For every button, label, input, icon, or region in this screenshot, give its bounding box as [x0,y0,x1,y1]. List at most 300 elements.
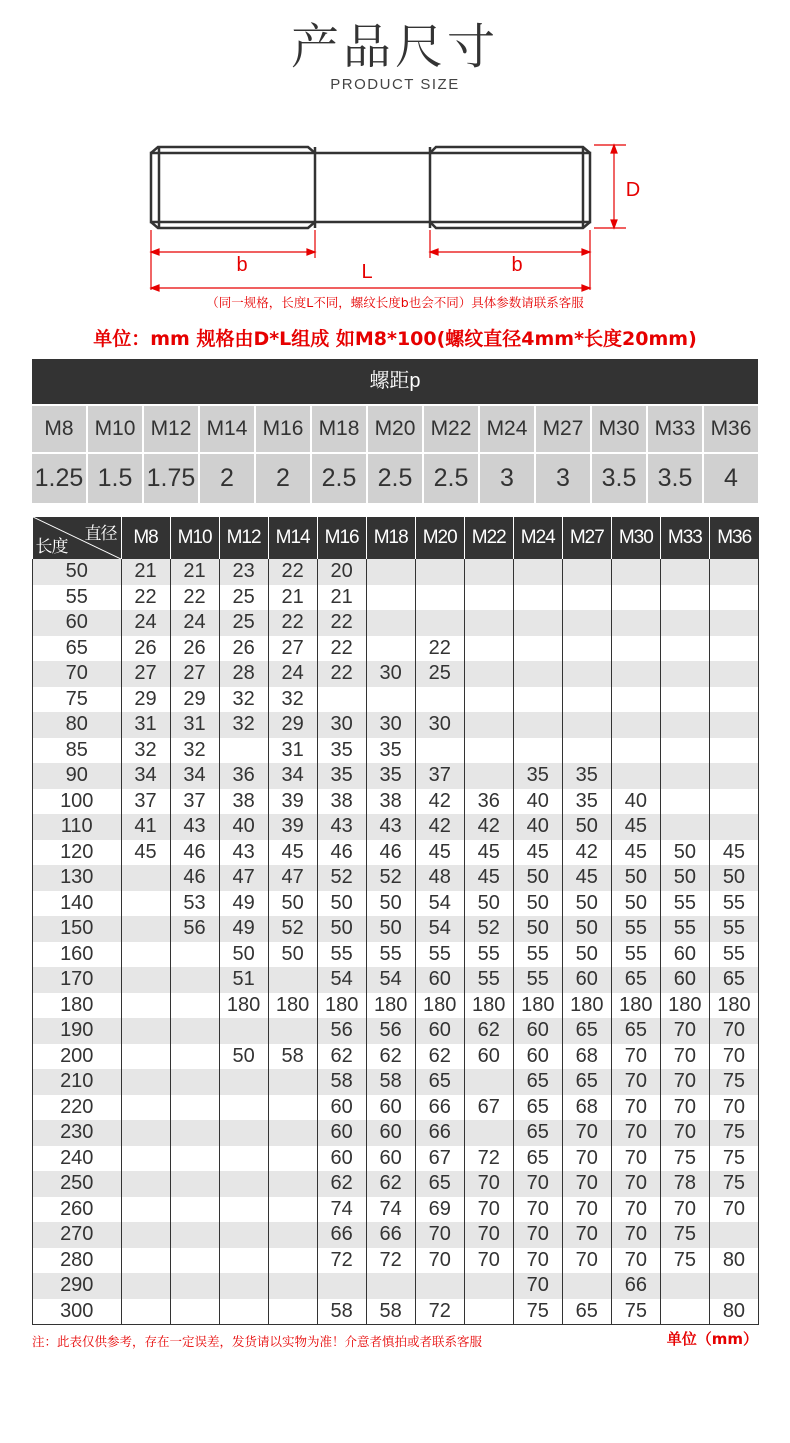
thread-length-cell [464,661,513,687]
pitch-value-cell: 1.25 [32,454,86,503]
thread-length-cell [611,738,660,764]
length-table [32,517,759,1325]
thread-length-cell: 23 [219,559,268,585]
page-title: 产品尺寸 [290,19,499,75]
length-cell: 150 [33,916,122,942]
thread-length-cell [709,610,758,636]
thread-length-cell [660,687,709,713]
length-cell: 160 [33,942,122,968]
thread-length-cell: 65 [513,1146,562,1172]
thread-length-cell [219,1299,268,1325]
thread-length-cell: 39 [268,789,317,815]
thread-length-cell [611,636,660,662]
length-cell: 170 [33,967,122,993]
thread-length-cell: 55 [366,942,415,968]
table-row [33,1248,759,1274]
thread-length-cell: 46 [317,840,366,866]
footer-note: 注：此表仅供参考，存在一定误差，发货请以实物为准！介意者慎拍或者联系客服 [32,1334,483,1349]
length-cell: 280 [33,1248,122,1274]
thread-length-cell: 30 [415,712,464,738]
thread-length-cell [513,610,562,636]
thread-length-cell: 65 [611,1018,660,1044]
thread-length-cell [709,687,758,713]
thread-length-cell: 60 [317,1120,366,1146]
thread-length-cell: 60 [366,1146,415,1172]
thread-length-cell [562,687,611,713]
thread-length-cell [660,559,709,585]
length-cell: 85 [33,738,122,764]
thread-length-cell: 62 [366,1044,415,1070]
thread-length-cell: 58 [268,1044,317,1070]
thread-length-cell [121,1146,170,1172]
corner-header [33,517,122,559]
thread-length-cell: 32 [219,712,268,738]
thread-length-cell [121,942,170,968]
thread-length-cell: 32 [268,687,317,713]
thread-length-cell: 22 [121,585,170,611]
thread-length-cell [219,1146,268,1172]
thread-length-cell: 180 [415,993,464,1019]
column-header: M30 [611,517,660,559]
thread-length-cell [219,1222,268,1248]
pitch-size-cell: M22 [424,406,478,452]
thread-length-cell: 38 [219,789,268,815]
thread-length-cell: 60 [366,1095,415,1121]
thread-length-cell [660,789,709,815]
table-row [33,789,759,815]
thread-length-cell: 70 [611,1171,660,1197]
thread-length-cell: 24 [170,610,219,636]
thread-length-cell [611,559,660,585]
thread-length-cell [366,610,415,636]
thread-length-cell [660,712,709,738]
thread-length-cell [562,1273,611,1299]
table-row [33,763,759,789]
table-row [33,967,759,993]
length-cell: 250 [33,1171,122,1197]
thread-length-cell [709,738,758,764]
thread-length-cell: 35 [562,789,611,815]
thread-length-cell: 50 [513,865,562,891]
thread-length-cell: 50 [219,942,268,968]
table-row [33,585,759,611]
length-cell: 75 [33,687,122,713]
thread-length-cell: 55 [709,891,758,917]
thread-length-cell: 70 [562,1197,611,1223]
thread-length-cell: 70 [709,1095,758,1121]
thread-length-cell: 41 [121,814,170,840]
pitch-table [32,359,758,503]
thread-length-cell: 70 [611,1146,660,1172]
thread-length-cell [513,687,562,713]
thread-length-cell: 180 [513,993,562,1019]
table-row [33,865,759,891]
thread-length-cell: 70 [562,1120,611,1146]
thread-length-cell: 55 [709,916,758,942]
thread-length-cell [268,1171,317,1197]
thread-length-cell [562,661,611,687]
thread-length-cell [709,585,758,611]
thread-length-cell [660,763,709,789]
thread-length-cell: 60 [513,1044,562,1070]
thread-length-cell: 68 [562,1044,611,1070]
thread-length-cell: 22 [415,636,464,662]
thread-length-cell: 50 [562,814,611,840]
thread-length-cell [268,1146,317,1172]
length-cell: 270 [33,1222,122,1248]
thread-length-cell [219,1095,268,1121]
column-header: M36 [709,517,758,559]
thread-length-cell: 70 [611,1095,660,1121]
thread-length-cell: 70 [660,1197,709,1223]
thread-length-cell [366,1273,415,1299]
thread-length-cell: 75 [709,1146,758,1172]
thread-length-cell: 65 [513,1069,562,1095]
thread-length-cell: 45 [464,840,513,866]
pitch-size-cell: M12 [144,406,198,452]
thread-length-cell [219,738,268,764]
dim-label-b-right: b [511,254,523,276]
thread-length-cell: 50 [366,916,415,942]
thread-length-cell [170,1248,219,1274]
thread-length-cell [170,1146,219,1172]
thread-length-cell [317,687,366,713]
thread-length-cell: 45 [562,865,611,891]
thread-length-cell [121,1171,170,1197]
thread-length-cell: 70 [660,1018,709,1044]
thread-length-cell [611,585,660,611]
thread-length-cell [268,1095,317,1121]
thread-length-cell: 72 [317,1248,366,1274]
thread-length-cell: 68 [562,1095,611,1121]
thread-length-cell: 70 [464,1171,513,1197]
thread-length-cell: 45 [611,840,660,866]
table-row [33,1197,759,1223]
table-row [33,1069,759,1095]
thread-length-cell: 35 [513,763,562,789]
thread-length-cell: 69 [415,1197,464,1223]
thread-length-cell [464,687,513,713]
thread-length-cell: 78 [660,1171,709,1197]
thread-length-cell: 37 [121,789,170,815]
thread-length-cell [121,891,170,917]
thread-length-cell [709,661,758,687]
table-row [33,1222,759,1248]
diagram-note: （同一规格，长度L不同，螺纹长度b也会不同）具体参数请联系客服 [206,295,584,310]
thread-length-cell: 55 [709,942,758,968]
thread-length-cell [611,610,660,636]
thread-length-cell: 24 [121,610,170,636]
table-row [33,1018,759,1044]
thread-length-cell [366,636,415,662]
pitch-table-title: 螺距p [32,359,758,404]
thread-length-cell: 50 [513,916,562,942]
thread-length-cell [611,763,660,789]
thread-length-cell: 49 [219,916,268,942]
thread-length-cell: 22 [317,661,366,687]
length-cell: 120 [33,840,122,866]
thread-length-cell: 30 [366,712,415,738]
thread-length-cell: 45 [513,840,562,866]
thread-length-cell: 70 [513,1222,562,1248]
thread-length-cell [121,1120,170,1146]
thread-length-cell [464,738,513,764]
thread-length-cell: 66 [317,1222,366,1248]
thread-length-cell: 50 [660,865,709,891]
thread-length-cell: 65 [415,1171,464,1197]
thread-length-cell [660,661,709,687]
thread-length-cell: 180 [660,993,709,1019]
thread-length-cell: 50 [611,865,660,891]
length-cell: 55 [33,585,122,611]
table-row [33,661,759,687]
length-cell: 60 [33,610,122,636]
thread-length-cell [660,814,709,840]
thread-length-cell: 62 [317,1044,366,1070]
thread-length-cell: 55 [513,967,562,993]
dimension-lines [151,145,626,291]
thread-length-cell: 62 [464,1018,513,1044]
thread-length-cell: 32 [170,738,219,764]
thread-length-cell: 32 [121,738,170,764]
thread-length-cell: 22 [170,585,219,611]
thread-length-cell: 37 [415,763,464,789]
thread-length-cell: 48 [415,865,464,891]
thread-length-cell: 74 [366,1197,415,1223]
column-header: M22 [464,517,513,559]
thread-length-cell: 40 [219,814,268,840]
thread-length-cell [464,1299,513,1325]
thread-length-cell: 70 [660,1120,709,1146]
thread-length-cell: 21 [268,585,317,611]
thread-length-cell: 46 [170,840,219,866]
thread-length-cell [170,1120,219,1146]
thread-length-cell: 180 [219,993,268,1019]
thread-length-cell: 31 [170,712,219,738]
thread-length-cell [709,814,758,840]
thread-length-cell: 55 [660,916,709,942]
thread-length-cell [219,1273,268,1299]
thread-length-cell: 54 [415,891,464,917]
thread-length-cell [464,763,513,789]
thread-length-cell: 60 [317,1146,366,1172]
length-cell: 80 [33,712,122,738]
thread-length-cell: 65 [562,1299,611,1325]
thread-length-cell: 65 [562,1069,611,1095]
thread-length-cell: 42 [464,814,513,840]
table-row [33,687,759,713]
thread-length-cell: 70 [464,1248,513,1274]
thread-length-cell: 45 [464,865,513,891]
thread-length-cell: 50 [611,891,660,917]
thread-length-cell [170,967,219,993]
thread-length-cell [170,1069,219,1095]
length-cell: 190 [33,1018,122,1044]
thread-length-cell: 75 [660,1146,709,1172]
thread-length-cell [660,1299,709,1325]
length-cell: 220 [33,1095,122,1121]
length-cell: 290 [33,1273,122,1299]
thread-length-cell: 62 [366,1171,415,1197]
thread-length-cell: 70 [513,1248,562,1274]
length-cell: 180 [33,993,122,1019]
thread-length-cell [513,712,562,738]
thread-length-cell: 180 [366,993,415,1019]
thread-length-cell: 25 [219,585,268,611]
thread-length-cell: 66 [611,1273,660,1299]
pitch-size-row [32,406,758,452]
table-row [33,891,759,917]
thread-length-cell: 65 [562,1018,611,1044]
thread-length-cell: 180 [611,993,660,1019]
thread-length-cell: 80 [709,1299,758,1325]
thread-length-cell: 180 [268,993,317,1019]
thread-length-cell: 70 [464,1197,513,1223]
thread-length-cell: 65 [513,1120,562,1146]
thread-length-cell: 54 [317,967,366,993]
table-row [33,840,759,866]
table-row [33,1273,759,1299]
thread-length-cell: 50 [317,891,366,917]
thread-length-cell [268,1273,317,1299]
thread-length-cell: 65 [513,1095,562,1121]
pitch-value-cell: 2 [200,454,254,503]
thread-length-cell [121,1248,170,1274]
thread-length-cell [709,763,758,789]
thread-length-cell: 180 [464,993,513,1019]
thread-length-cell [121,916,170,942]
thread-length-cell: 27 [170,661,219,687]
thread-length-cell [268,1069,317,1095]
thread-length-cell: 29 [170,687,219,713]
thread-length-cell: 25 [415,661,464,687]
thread-length-cell [268,1197,317,1223]
thread-length-cell: 58 [317,1069,366,1095]
thread-length-cell: 50 [219,1044,268,1070]
length-cell: 260 [33,1197,122,1223]
thread-length-cell: 50 [562,891,611,917]
footer-unit: 单位（mm） [666,1330,758,1348]
thread-length-cell: 35 [317,738,366,764]
thread-length-cell: 43 [317,814,366,840]
thread-length-cell: 72 [464,1146,513,1172]
thread-length-cell [268,1222,317,1248]
thread-length-cell: 66 [366,1222,415,1248]
thread-length-cell: 50 [709,865,758,891]
dim-label-l: L [361,261,373,283]
thread-length-cell [562,712,611,738]
thread-length-cell: 56 [170,916,219,942]
table-row [33,636,759,662]
thread-length-cell: 21 [170,559,219,585]
length-cell: 210 [33,1069,122,1095]
pitch-value-cell: 2 [256,454,310,503]
thread-length-cell [464,1069,513,1095]
thread-length-cell: 24 [268,661,317,687]
length-cell: 50 [33,559,122,585]
thread-length-cell: 50 [562,916,611,942]
thread-length-cell: 45 [415,840,464,866]
thread-length-cell: 22 [317,610,366,636]
page-subtitle: PRODUCT SIZE [330,76,460,93]
column-header: M16 [317,517,366,559]
thread-length-cell: 70 [709,1197,758,1223]
thread-length-cell [562,738,611,764]
thread-length-cell [121,865,170,891]
thread-length-cell [317,1273,366,1299]
thread-length-cell: 60 [415,967,464,993]
thread-length-cell: 70 [611,1248,660,1274]
thread-length-cell [170,942,219,968]
thread-length-cell [562,585,611,611]
thread-length-cell [268,1299,317,1325]
thread-length-cell: 70 [611,1120,660,1146]
pitch-value-cell: 4 [704,454,758,503]
thread-length-cell: 70 [513,1273,562,1299]
thread-length-cell: 52 [268,916,317,942]
thread-length-cell [415,738,464,764]
thread-length-cell: 70 [660,1069,709,1095]
thread-length-cell [366,559,415,585]
table-row [33,1044,759,1070]
pitch-value-cell: 3 [480,454,534,503]
thread-length-cell: 30 [366,661,415,687]
thread-length-cell: 55 [660,891,709,917]
thread-length-cell: 75 [660,1248,709,1274]
column-header: M10 [170,517,219,559]
thread-length-cell: 65 [611,967,660,993]
thread-length-cell: 56 [366,1018,415,1044]
table-row [33,1146,759,1172]
length-table-header [33,517,759,559]
thread-length-cell [366,687,415,713]
stud-bolt-diagram [0,130,790,295]
thread-length-cell: 70 [513,1197,562,1223]
column-header: M8 [121,517,170,559]
thread-length-cell: 40 [513,789,562,815]
pitch-size-cell: M10 [88,406,142,452]
length-cell: 140 [33,891,122,917]
length-cell: 100 [33,789,122,815]
length-cell: 65 [33,636,122,662]
thread-length-cell [219,1120,268,1146]
thread-length-cell [170,1197,219,1223]
pitch-value-row [32,454,758,503]
pitch-size-cell: M18 [312,406,366,452]
thread-length-cell [660,738,709,764]
thread-length-cell [415,687,464,713]
thread-length-cell: 47 [268,865,317,891]
thread-length-cell: 60 [464,1044,513,1070]
thread-length-cell [268,1248,317,1274]
thread-length-cell: 55 [317,942,366,968]
thread-length-cell: 26 [219,636,268,662]
thread-length-cell: 34 [170,763,219,789]
thread-length-cell: 40 [611,789,660,815]
thread-length-cell: 60 [415,1018,464,1044]
thread-length-cell: 26 [170,636,219,662]
thread-length-cell: 50 [268,891,317,917]
pitch-value-cell: 3 [536,454,590,503]
thread-length-cell [513,559,562,585]
table-row [33,916,759,942]
table-row [33,1171,759,1197]
thread-length-cell: 50 [660,840,709,866]
thread-length-cell [170,1095,219,1121]
thread-length-cell: 70 [709,1044,758,1070]
thread-length-cell: 58 [366,1299,415,1325]
length-cell: 230 [33,1120,122,1146]
